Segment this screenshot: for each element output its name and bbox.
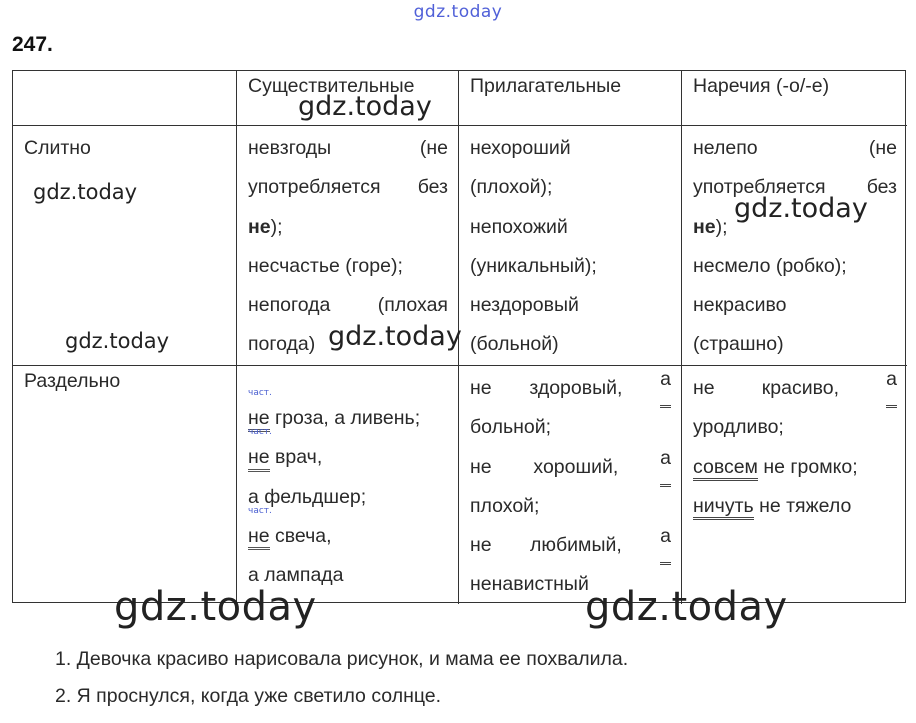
particle-marker: част. не: [248, 517, 270, 556]
sentence-1: 1. Девочка красиво нарисовала рисунок, и мама ее похвалила.: [55, 648, 629, 670]
watermark: gdz.today: [298, 91, 432, 122]
cell-together-adjectives: нехороший (плохой); непохожий (уникальный); нездоровый (больной): [459, 126, 682, 366]
header-adjectives: Прилагательные: [459, 71, 682, 126]
particle-marker: част. не: [248, 399, 270, 438]
watermark: gdz.today: [65, 329, 170, 353]
watermark: gdz.today: [33, 180, 138, 204]
header-nouns: Существительные: [237, 71, 459, 126]
header-adverbs: Наречия (-о/-е): [682, 71, 907, 126]
row-label-together: Слитно: [13, 126, 237, 366]
row-label-separate: Раздельно: [13, 366, 237, 604]
watermark: gdz.today: [585, 584, 788, 630]
cell-together-nouns: невзгоды (не употребляется без не); несчастье (горе); непогода (плохая погода): [237, 126, 459, 366]
cell-separate-nouns: част. не гроза, а ливень; част. не врач, а фельдшер; част. не свеча, а лампада: [237, 366, 459, 604]
cell-separate-adverbs: не красиво, а уродливо; совсем не громко; ничуть не тяжело: [682, 366, 907, 604]
watermark: gdz.today: [328, 321, 462, 352]
particle-marker: част. не: [248, 438, 270, 477]
watermark-top: gdz.today: [413, 2, 503, 22]
watermark: gdz.today: [114, 584, 317, 630]
watermark: gdz.today: [734, 193, 868, 224]
header-empty: [13, 71, 237, 126]
cell-together-adverbs: нелепо (не употребляется без не); несмело (робко); некрасиво (страшно): [682, 126, 907, 366]
sentence-2: 2. Я проснулся, когда уже светило солнце.: [55, 685, 442, 707]
cell-separate-adjectives: не здоровый, а больной; не хороший, а плохой; не любимый, а ненавистный: [459, 366, 682, 604]
exercise-number: 247.: [12, 33, 53, 56]
